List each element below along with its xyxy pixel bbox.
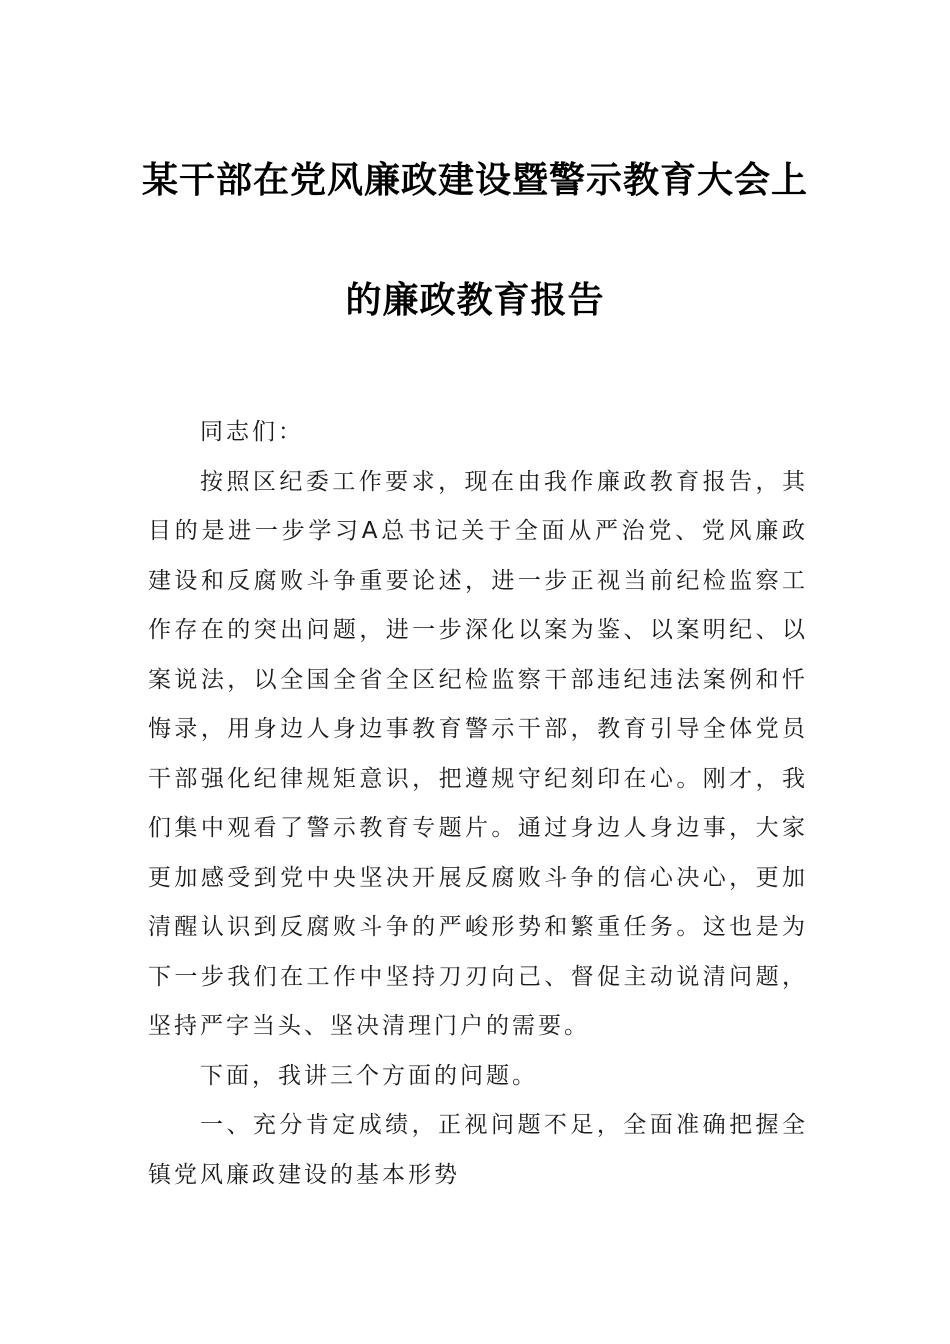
transition-paragraph: 下面，我讲三个方面的问题。: [200, 1062, 538, 1089]
document-title-line-2: 的廉政教育报告: [345, 279, 605, 321]
document-title-line-1: 某干部在党风廉政建设暨警示教育大会上: [141, 159, 808, 201]
document-body: [148, 408, 808, 1200]
salutation-paragraph: 同志们：: [200, 419, 304, 445]
section-heading-1: 一、充分肯定成绩，正视问题不足，全面准确把握全镇党风廉政建设的基本形势: [148, 1112, 808, 1188]
intro-paragraph: 按照区纪委工作要求，现在由我作廉政教育报告，其目的是进一步学习A总书记关于全面从严治党、党风廉政建设和反腐败斗争重要论述，进一步正视当前纪检监察工作存在的突出问题，进一步深化以案为鉴、以案明纪、以案说法，以全国全省全区纪检监察干部违纪违法案例和忏悔录，用身边人身边事教育警示干部，教育引导全体党员干部强化纪律规矩意识，把遵规守纪刻印在心。刚才，我们集中观看了警示教育专题片。通过身边人身边事，大家更加感受到党中央坚决开展反腐败斗争的信心决心，更加清醒认识到反腐败斗争的严峻形势和繁重任务。这也是为下一步我们在工作中坚持刀刃向己、督促主动说清问题，坚持严字当头、坚决清理门户的需要。: [148, 468, 808, 1039]
